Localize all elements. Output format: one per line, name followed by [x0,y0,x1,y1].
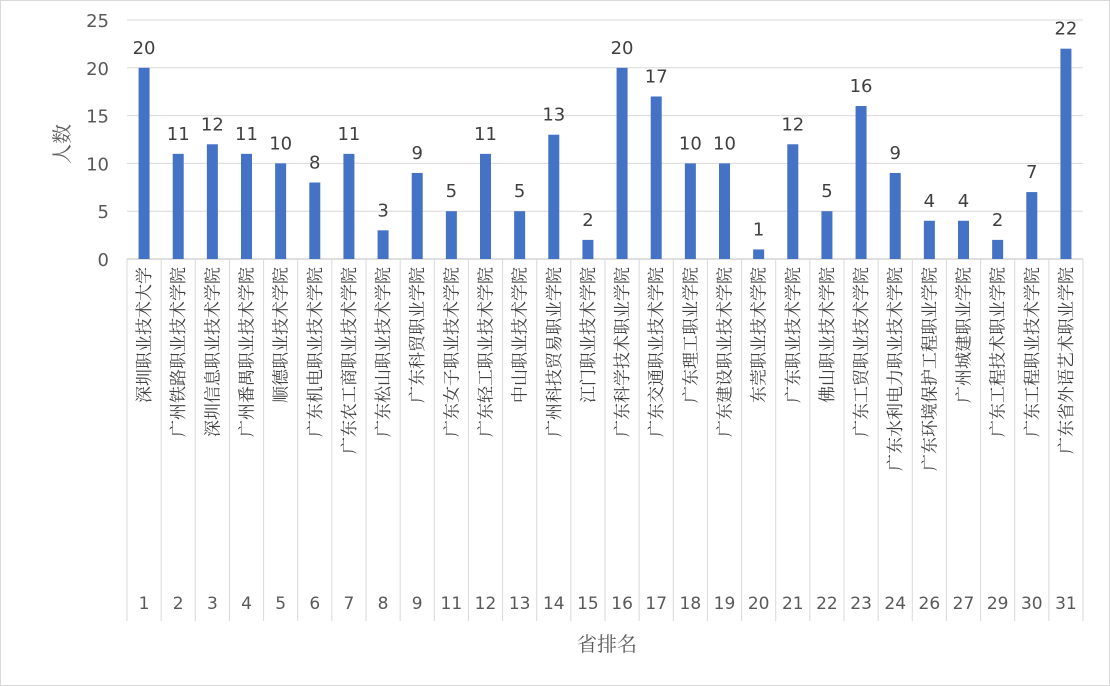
bar [651,96,662,259]
data-label: 11 [166,123,190,145]
category-name-label: 顺德职业技术学院 [271,267,292,403]
data-label: 4 [923,190,936,212]
category-rank-label: 23 [850,594,872,614]
category-name-label: 广东职业技术学院 [783,267,804,403]
data-label: 11 [235,123,258,145]
category-name-label: 广东工贸职业技术学院 [852,267,873,437]
data-label: 8 [309,152,321,174]
data-label: 1 [752,219,765,241]
category-name-label: 广东建设职业技术学院 [715,267,736,437]
bar [139,68,150,259]
bar [173,154,184,259]
data-label: 12 [200,114,224,136]
category-rank-label: 21 [781,594,804,614]
bar [548,135,559,259]
category-rank-label: 31 [1055,594,1077,614]
data-label: 9 [889,142,901,164]
category-rank-label: 17 [645,594,668,614]
bar [685,163,696,259]
data-label: 7 [1026,162,1038,184]
data-label: 12 [781,114,805,136]
category-name-label: 广东女子职业技术学院 [442,267,463,437]
category-name-label: 广州铁路职业技术学院 [169,267,190,437]
category-name-label: 广州城建职业学院 [954,267,975,403]
bar [275,163,286,259]
category-rank-label: 29 [986,594,1009,614]
category-name-label: 广东机电职业技术学院 [305,267,326,437]
bar [753,249,764,259]
category-name-label: 广州科技贸易职业学院 [544,267,565,437]
bar [514,211,525,259]
category-rank-label: 13 [508,594,531,614]
bar [1060,49,1071,259]
category-rank-label: 12 [474,594,497,614]
category-rank-label: 11 [440,594,463,614]
y-axis-ticks [86,11,109,271]
category-rank-label: 14 [542,594,565,614]
y-axis-title: 人数 [50,124,74,164]
data-labels [133,19,1078,241]
data-label: 16 [849,76,873,98]
y-tick-label: 15 [86,106,109,128]
data-label: 3 [377,200,389,222]
bar [924,221,935,259]
y-tick-label: 20 [86,58,109,80]
bar [480,154,491,259]
category-name-label: 中山职业技术学院 [510,267,531,403]
x-axis-categories [135,267,1077,614]
category-rank-label: 15 [577,594,599,614]
category-name-label: 广东环境保护工程职业学院 [920,267,941,471]
data-label: 11 [474,123,497,145]
bar [582,240,593,259]
y-tick-label: 10 [86,154,109,176]
bar [207,144,218,259]
x-axis-title: 省排名 [577,632,637,656]
category-rank-label: 1 [138,594,150,614]
data-label: 11 [337,123,361,145]
category-rank-label: 7 [343,594,355,614]
bar [890,173,901,259]
category-rank-label: 2 [172,594,184,614]
bar [446,211,457,259]
bar [958,221,969,259]
bar [856,106,867,259]
bar [821,211,832,259]
category-name-label: 广东松山职业技术学院 [374,267,395,437]
category-rank-label: 27 [952,594,975,614]
data-label: 20 [132,37,156,59]
category-name-label: 广东省外语艺术职业学院 [1056,267,1077,454]
bar [719,163,730,259]
bar [992,240,1003,259]
data-label: 10 [678,133,702,155]
category-name-label: 东莞职业技术学院 [749,267,770,403]
category-rank-label: 22 [816,594,838,614]
category-name-label: 广东科贸职业学院 [408,267,429,403]
category-rank-label: 30 [1020,594,1043,614]
data-label: 10 [269,133,293,155]
category-name-label: 广东水利电力职业技术学院 [886,267,907,471]
bar [309,183,320,259]
category-name-label: 深圳信息职业技术学院 [203,267,224,437]
data-label: 5 [445,181,458,203]
category-name-label: 深圳职业技术大学 [135,267,156,403]
category-rank-label: 6 [309,594,321,614]
category-name-label: 广东交通职业技术学院 [647,267,668,437]
data-label: 2 [582,209,594,231]
data-label: 5 [513,181,526,203]
data-label: 13 [542,104,566,126]
data-label: 2 [991,209,1004,231]
bar [787,144,798,259]
data-label: 17 [644,66,668,88]
data-label: 22 [1054,18,1078,40]
category-name-label: 江门职业技术学院 [578,267,599,403]
bar [1026,192,1037,259]
bar [343,154,354,259]
bar [412,173,423,259]
data-label: 20 [610,37,634,59]
y-tick-label: 5 [97,202,109,224]
category-name-label: 广东农工商职业技术学院 [339,267,360,454]
category-rank-label: 24 [884,594,907,614]
data-label: 5 [821,181,833,203]
data-label: 9 [411,142,423,164]
category-name-label: 广州番禺职业技术学院 [237,267,258,437]
category-name-label: 广东科学技术职业学院 [613,267,634,437]
category-name-label: 广东工程职业技术学院 [1022,267,1043,437]
bar [617,68,628,259]
category-name-label: 广东轻工职业技术学院 [476,267,497,437]
category-rank-label: 19 [713,594,736,614]
chart-svg [1,1,1109,685]
category-name-label: 佛山职业技术学院 [817,267,838,403]
category-name-label: 广东工程技术职业学院 [988,267,1009,437]
category-rank-label: 9 [411,594,423,614]
data-label: 10 [713,133,736,155]
category-rank-label: 3 [206,594,218,614]
category-rank-label: 20 [747,594,770,614]
bar [378,230,389,259]
category-rank-label: 5 [275,594,287,614]
y-tick-label: 0 [97,250,109,271]
category-rank-label: 16 [611,594,633,614]
category-rank-label: 8 [377,594,389,614]
bar [241,154,252,259]
y-tick-label: 25 [86,11,109,32]
category-rank-label: 18 [679,594,702,614]
data-label: 4 [957,190,970,212]
category-rank-label: 26 [918,594,941,614]
category-name-label: 广东理工职业学院 [681,267,702,403]
category-rank-label: 4 [241,594,252,614]
